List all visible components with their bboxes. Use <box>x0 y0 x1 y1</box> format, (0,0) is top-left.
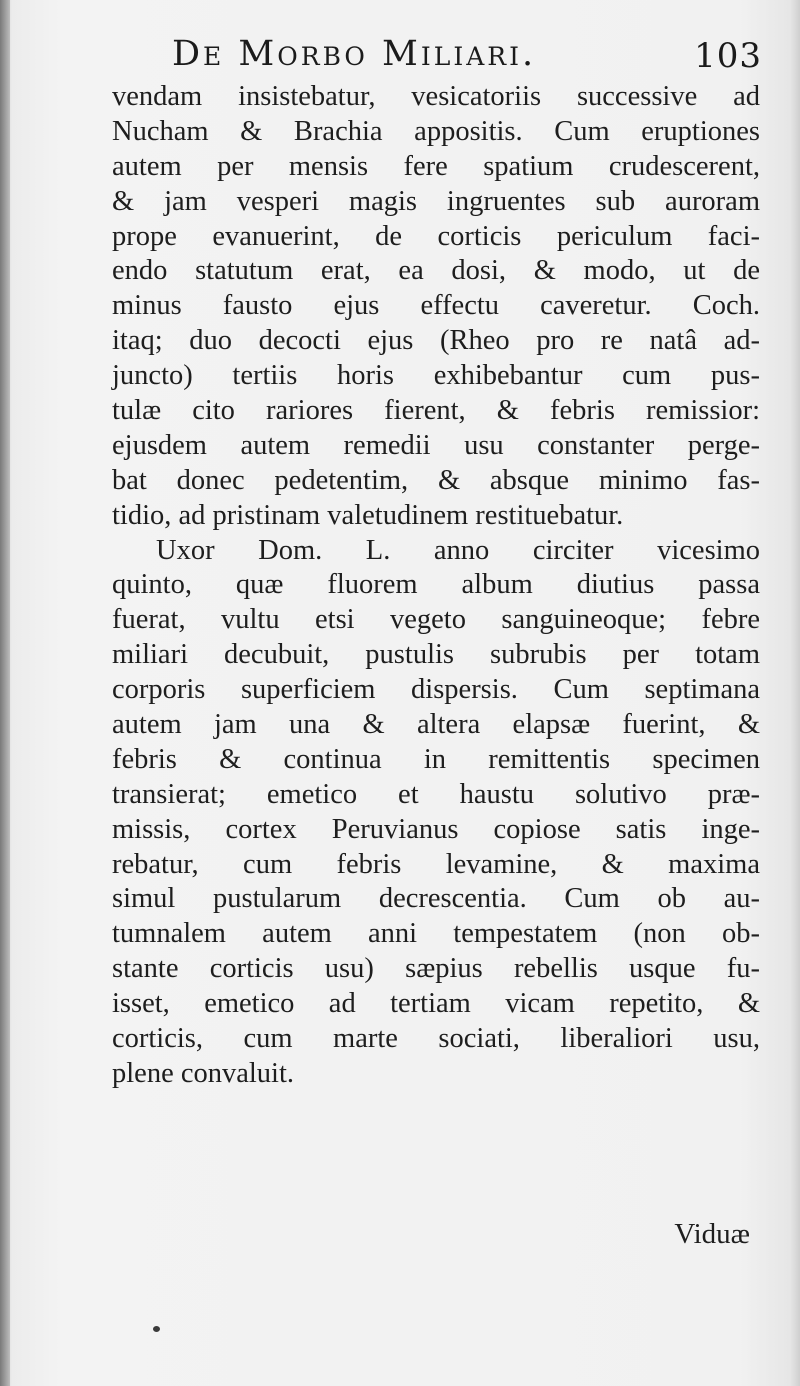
text-line: Nucham & Brachia appositis. Cum eruptiones <box>112 115 760 147</box>
text-line: & jam vesperi magis ingruentes sub auroram <box>112 185 760 217</box>
text-line: tulæ cito rariores fierent, & febris remissior: <box>112 395 760 427</box>
text-line: endo statutum erat, ea dosi, & modo, ut de <box>112 255 760 287</box>
text-line: tumnalem autem anni tempestatem (non ob- <box>112 918 760 950</box>
text-line: isset, emetico ad tertiam vicam repetito, & <box>112 988 760 1020</box>
text-line: tidio, ad pristinam valetudinem restituebatur. <box>112 499 624 531</box>
text-line: stante corticis usu) sæpius rebellis usque fu- <box>112 953 760 985</box>
catchword: Viduæ <box>674 1218 750 1250</box>
text-line: itaq; duo decocti ejus (Rheo pro re natâ ad- <box>112 325 760 357</box>
text-line: rebatur, cum febris levamine, & maxima <box>112 848 760 880</box>
running-title: De Morbo Miliari. <box>172 34 537 74</box>
body-text <box>112 80 760 1092</box>
text-line: febris & continua in remittentis specimen <box>112 743 760 775</box>
text-line: missis, cortex Peruvianus copiose satis inge- <box>112 813 760 845</box>
page-header <box>172 26 762 82</box>
text-line: prope evanuerint, de corticis periculum faci- <box>112 220 760 252</box>
text-line: autem per mensis fere spatium crudescerent, <box>112 150 760 182</box>
text-line: Uxor Dom. L. anno circiter vicesimo <box>156 534 760 566</box>
page-gutter-shadow <box>0 0 10 1386</box>
text-line: ejusdem autem remedii usu constanter perge- <box>112 429 760 461</box>
ink-speck <box>153 1326 160 1332</box>
text-line: transierat; emetico et haustu solutivo præ- <box>112 778 760 810</box>
text-line: simul pustularum decrescentia. Cum ob au- <box>112 883 760 915</box>
text-line: vendam insistebatur, vesicatoriis successive ad <box>112 81 760 112</box>
text-line: corporis superficiem dispersis. Cum septimana <box>112 674 760 706</box>
text-line: quinto, quæ fluorem album diutius passa <box>112 569 760 601</box>
text-line: plene convaluit. <box>112 1057 295 1089</box>
page-number: 103 <box>694 36 762 76</box>
text-line: fuerat, vultu etsi vegeto sanguineoque; febre <box>112 604 760 636</box>
text-line: juncto) tertiis horis exhibebantur cum pus- <box>112 360 760 392</box>
text-line: autem jam una & altera elapsæ fuerint, & <box>112 709 760 741</box>
text-line: corticis, cum marte sociati, liberaliori usu, <box>112 1023 760 1055</box>
text-line: bat donec pedetentim, & absque minimo fas- <box>112 464 760 496</box>
text-line: miliari decubuit, pustulis subrubis per totam <box>112 639 760 671</box>
text-line: minus fausto ejus effectu caveretur. Coch. <box>112 290 760 322</box>
